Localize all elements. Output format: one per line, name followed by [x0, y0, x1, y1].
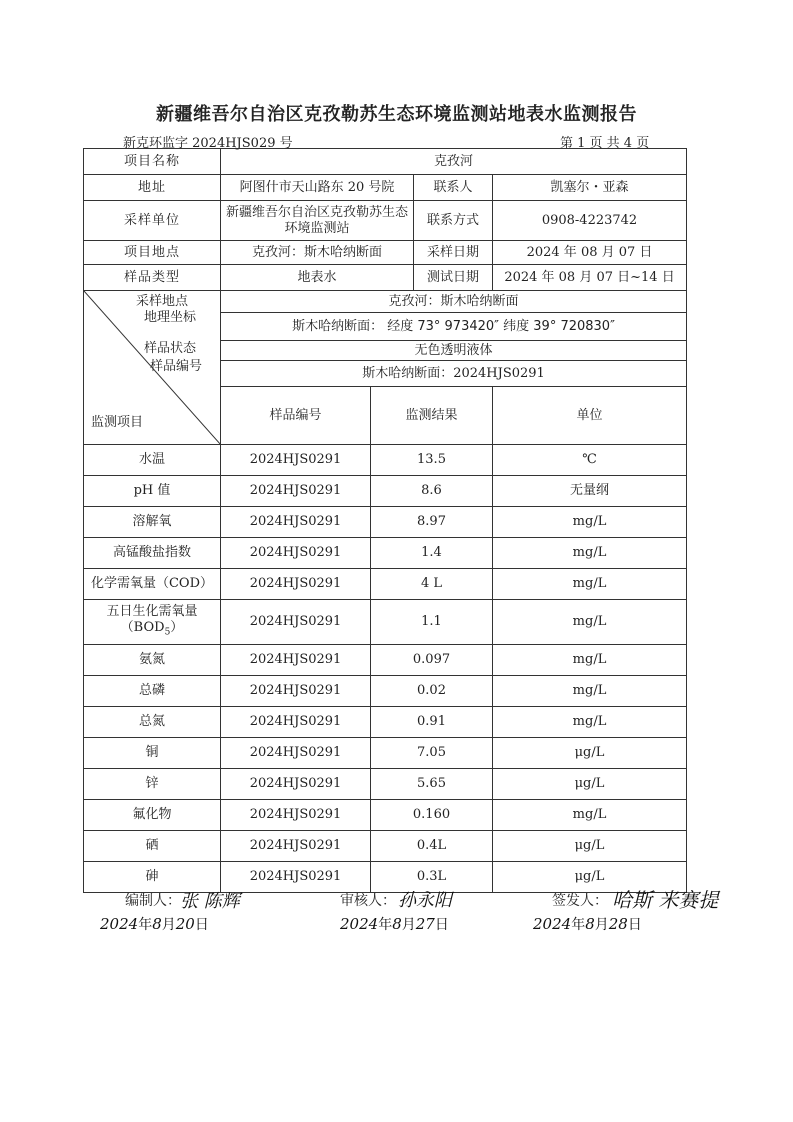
cell-item: 锌 [84, 769, 221, 800]
cell-code: 2024HJS0291 [221, 600, 371, 645]
table-row [84, 538, 687, 569]
cell-unit: μg/L [493, 831, 687, 862]
cell-item: 水温 [84, 445, 221, 476]
diagonal-header-cell [84, 291, 221, 445]
value-coordinates: 斯木哈纳断面： 经度 73° 973420″ 纬度 39° 720830″ [221, 313, 687, 341]
reviewer-signature: 孙永阳 [398, 890, 452, 911]
cell-result: 5.65 [371, 769, 493, 800]
cell-item: 铜 [84, 738, 221, 769]
cell-code: 2024HJS0291 [221, 476, 371, 507]
editor-date-year: 2024 [100, 915, 139, 933]
label-monitoring-item: 监测项目 [91, 415, 144, 430]
month-char: 月 [594, 917, 609, 933]
label-test-date: 测试日期 [414, 265, 493, 291]
cell-unit: mg/L [493, 507, 687, 538]
row-project-name [84, 149, 687, 175]
cell-unit: mg/L [493, 569, 687, 600]
value-address: 阿图什市天山路东 20 号院 [221, 175, 414, 201]
cell-result: 0.3L [371, 862, 493, 893]
issuer-signature: 哈斯 米赛提 [612, 888, 719, 912]
cell-result: 4 L [371, 569, 493, 600]
reviewer-label: 审核人： [340, 893, 396, 909]
value-phone: 0908-4223742 [493, 201, 687, 241]
issuer-date [533, 914, 642, 934]
cell-code: 2024HJS0291 [221, 738, 371, 769]
cell-item: 硒 [84, 831, 221, 862]
cell-code: 2024HJS0291 [221, 862, 371, 893]
cell-code: 2024HJS0291 [221, 507, 371, 538]
cell-result: 7.05 [371, 738, 493, 769]
value-site: 克孜河：斯木哈纳断面 [221, 241, 414, 265]
cell-unit: mg/L [493, 676, 687, 707]
table-row [84, 862, 687, 893]
table-row [84, 445, 687, 476]
header-sample-code: 样品编号 [221, 387, 371, 445]
cell-item: 砷 [84, 862, 221, 893]
label-site: 项目地点 [84, 241, 221, 265]
cell-result: 0.160 [371, 800, 493, 831]
cell-code: 2024HJS0291 [221, 569, 371, 600]
row-site [84, 241, 687, 265]
table-row [84, 769, 687, 800]
row-address [84, 175, 687, 201]
editor-label: 编制人： [125, 893, 181, 909]
cell-code: 2024HJS0291 [221, 831, 371, 862]
label-sample-date: 采样日期 [414, 241, 493, 265]
issuer-date-year: 2024 [533, 915, 572, 933]
value-sample-code: 斯木哈纳断面：2024HJS0291 [221, 361, 687, 387]
cell-item-main: 五日生化需氧量 [106, 603, 198, 619]
table-row [84, 569, 687, 600]
label-sampling-unit: 采样单位 [84, 201, 221, 241]
label-contact: 联系人 [414, 175, 493, 201]
issuer-date-day: 28 [608, 915, 628, 933]
year-char: 年 [571, 917, 586, 933]
editor-date-day: 20 [175, 915, 195, 933]
label-sample-state: 样品状态 [144, 341, 197, 356]
reviewer-date-month: 8 [392, 915, 402, 933]
cell-result: 0.4L [371, 831, 493, 862]
cell-unit: μg/L [493, 862, 687, 893]
cell-code: 2024HJS0291 [221, 645, 371, 676]
cell-item-sub-index: 5 [164, 627, 171, 638]
month-char: 月 [161, 917, 176, 933]
cell-unit: μg/L [493, 738, 687, 769]
day-char: 日 [627, 917, 642, 933]
row-sample-type [84, 265, 687, 291]
cell-unit: mg/L [493, 707, 687, 738]
cell-item: 总磷 [84, 676, 221, 707]
month-char: 月 [401, 917, 416, 933]
year-char: 年 [378, 917, 393, 933]
document-number: 新克环监字 2024HJS029 号 [123, 136, 293, 151]
value-project-name: 克孜河 [221, 149, 687, 175]
report-title: 新疆维吾尔自治区克孜勒苏生态环境监测站地表水监测报告 [156, 104, 637, 125]
cell-unit: mg/L [493, 538, 687, 569]
table-row [84, 707, 687, 738]
cell-unit: mg/L [493, 645, 687, 676]
table-row [84, 507, 687, 538]
cell-result: 8.97 [371, 507, 493, 538]
editor-date-month: 8 [152, 915, 162, 933]
label-sample-type: 样品类型 [84, 265, 221, 291]
cell-result: 8.6 [371, 476, 493, 507]
editor-date [100, 914, 209, 934]
row-sampling-unit [84, 201, 687, 241]
cell-result: 1.4 [371, 538, 493, 569]
cell-item: 氟化物 [84, 800, 221, 831]
cell-code: 2024HJS0291 [221, 707, 371, 738]
label-sample-point: 采样地点 [136, 294, 189, 309]
value-test-date: 2024 年 08 月 07 日~14 日 [493, 265, 687, 291]
value-sampling-unit: 新疆维吾尔自治区克孜勒苏生态环境监测站 [221, 201, 414, 241]
cell-item: 溶解氧 [84, 507, 221, 538]
cell-code: 2024HJS0291 [221, 769, 371, 800]
row-sample-point [84, 291, 687, 313]
label-sample-code: 样品编号 [150, 359, 203, 374]
cell-item: pH 值 [84, 476, 221, 507]
value-contact: 凯塞尔・亚森 [493, 175, 687, 201]
cell-item: 化学需氧量（COD） [84, 569, 221, 600]
reviewer-date [340, 914, 449, 934]
table-row [84, 645, 687, 676]
cell-unit: 无量纲 [493, 476, 687, 507]
cell-code: 2024HJS0291 [221, 676, 371, 707]
table-row [84, 831, 687, 862]
cell-result: 0.02 [371, 676, 493, 707]
label-project-name: 项目名称 [84, 149, 221, 175]
cell-item: 氨氮 [84, 645, 221, 676]
cell-unit: μg/L [493, 769, 687, 800]
label-address: 地址 [84, 175, 221, 201]
editor-signature: 张 陈辉 [180, 891, 240, 912]
header-unit: 单位 [493, 387, 687, 445]
cell-unit: mg/L [493, 800, 687, 831]
cell-code: 2024HJS0291 [221, 800, 371, 831]
cell-result: 0.91 [371, 707, 493, 738]
report-table [83, 148, 687, 893]
cell-unit: ℃ [493, 445, 687, 476]
value-sample-state: 无色透明液体 [221, 341, 687, 361]
label-phone: 联系方式 [414, 201, 493, 241]
cell-result: 0.097 [371, 645, 493, 676]
cell-item-sub: （BOD [120, 619, 165, 635]
cell-item: 高锰酸盐指数 [84, 538, 221, 569]
issuer-date-month: 8 [585, 915, 595, 933]
label-coordinates: 地理坐标 [144, 310, 197, 325]
year-char: 年 [138, 917, 153, 933]
reviewer-date-day: 27 [415, 915, 435, 933]
cell-result: 13.5 [371, 445, 493, 476]
table-row [84, 476, 687, 507]
header-result: 监测结果 [371, 387, 493, 445]
cell-item-sub-end: ） [170, 619, 184, 635]
cell-code: 2024HJS0291 [221, 445, 371, 476]
page-info: 第 1 页 共 4 页 [560, 136, 650, 151]
cell-unit: mg/L [493, 600, 687, 645]
issuer-label: 签发人： [552, 893, 608, 909]
value-sample-type: 地表水 [221, 265, 414, 291]
day-char: 日 [194, 917, 209, 933]
table-row [84, 800, 687, 831]
table-row [84, 738, 687, 769]
value-sample-point: 克孜河：斯木哈纳断面 [221, 291, 687, 313]
value-sample-date: 2024 年 08 月 07 日 [493, 241, 687, 265]
reviewer-date-year: 2024 [340, 915, 379, 933]
cell-item: 总氮 [84, 707, 221, 738]
table-row [84, 676, 687, 707]
cell-code: 2024HJS0291 [221, 538, 371, 569]
table-row [84, 600, 687, 645]
cell-item [84, 600, 221, 645]
day-char: 日 [434, 917, 449, 933]
cell-result: 1.1 [371, 600, 493, 645]
